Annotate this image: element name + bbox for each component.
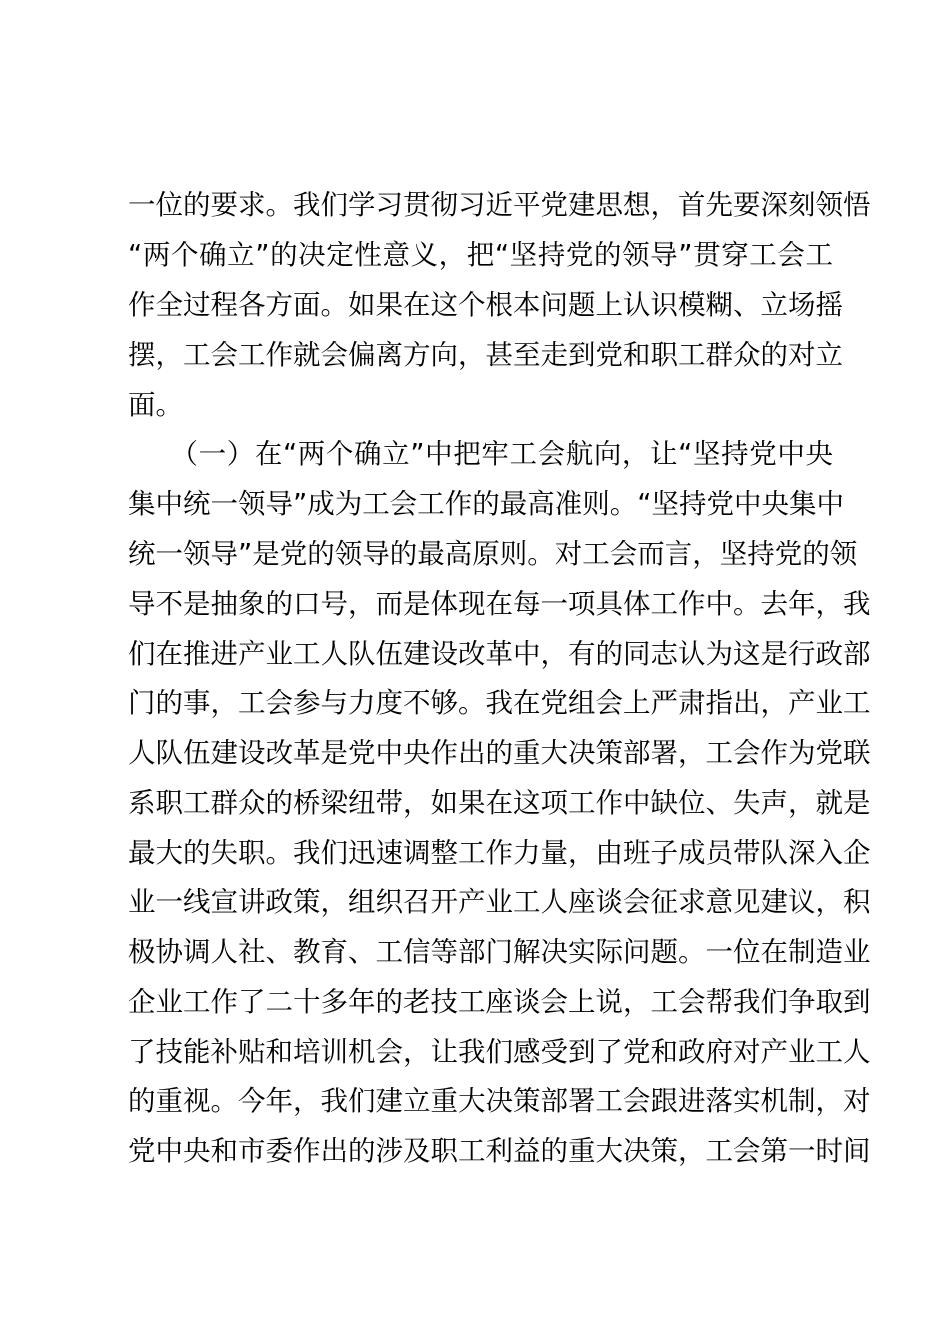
body-text-line: 们在推进产业工人队伍建设改革中，有的同志认为这是行政部 bbox=[128, 638, 871, 670]
body-text-line: 一位的要求。我们学习贯彻习近平党建思想，首先要深刻领悟 bbox=[128, 189, 871, 221]
body-text-line: 系职工群众的桥梁纽带，如果在这项工作中缺位、失声，就是 bbox=[128, 787, 871, 819]
body-text-line: 业一线宣讲政策，组织召开产业工人座谈会征求意见建议，积 bbox=[128, 886, 871, 918]
body-text-line: “两个确立”的决定性意义，把“坚持党的领导”贯穿工会工 bbox=[128, 239, 833, 271]
body-text-line: 的重视。今年，我们建立重大决策部署工会跟进落实机制，对 bbox=[128, 1085, 871, 1117]
body-text-line: 极协调人社、教育、工信等部门解决实际问题。一位在制造业 bbox=[128, 936, 871, 968]
body-text-line: 作全过程各方面。如果在这个根本问题上认识模糊、立场摇 bbox=[128, 289, 843, 321]
body-text-line: 最大的失职。我们迅速调整工作力量，由班子成员带队深入企 bbox=[128, 837, 871, 869]
body-text-line: 集中统一领导”成为工会工作的最高准则。“坚持党中央集中 bbox=[128, 488, 844, 520]
body-text-line: 企业工作了二十多年的老技工座谈会上说，工会帮我们争取到 bbox=[128, 986, 871, 1018]
body-text-line: 人队伍建设改革是党中央作出的重大决策部署，工会作为党联 bbox=[128, 737, 871, 769]
body-text-line: 摆，工会工作就会偏离方向，甚至走到党和职工群众的对立 bbox=[128, 339, 843, 371]
body-text-line: 门的事，工会参与力度不够。我在党组会上严肃指出，产业工 bbox=[128, 687, 871, 719]
body-text-line: 面。 bbox=[128, 389, 183, 421]
body-text-line: 统一领导”是党的领导的最高原则。对工会而言，坚持党的领 bbox=[128, 538, 858, 570]
section-heading-line: （一）在“两个确立”中把牢工会航向，让“坚持党中央 bbox=[128, 438, 833, 470]
body-text-line: 导不是抽象的口号，而是体现在每一项具体工作中。去年，我 bbox=[128, 588, 871, 620]
body-text-line: 党中央和市委作出的涉及职工利益的重大决策，工会第一时间 bbox=[128, 1135, 871, 1167]
body-text-line: 了技能补贴和培训机会，让我们感受到了党和政府对产业工人 bbox=[128, 1036, 871, 1068]
